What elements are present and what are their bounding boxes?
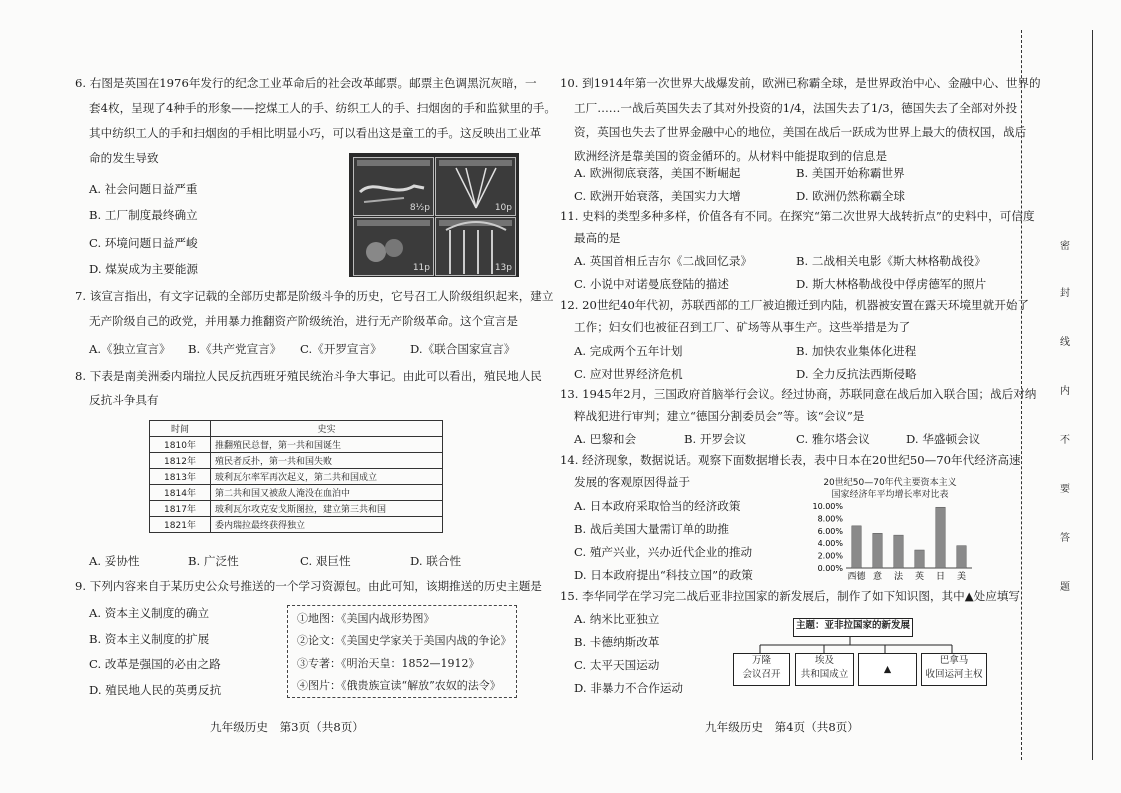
page-footer-left: 九年级历史 第3页（共8页） — [210, 720, 364, 734]
q13-option-a: A. 巴黎和会 — [574, 432, 637, 446]
q7-line1: 7. 该宣言指出，有文字记载的全部历史都是阶级斗争的历史，它号召工人阶级组织起来，建立 — [75, 289, 554, 303]
q6-option-d: D. 煤炭成为主要能源 — [89, 262, 199, 276]
q8-option-c: C. 艰巨性 — [300, 554, 351, 568]
q6-line4: 命的发生导致 — [89, 151, 159, 165]
q12-option-a: A. 完成两个五年计划 — [574, 344, 683, 358]
bar-3 — [915, 550, 924, 568]
margin-char: 不 — [1060, 435, 1070, 446]
table-cell-fact: 第二共和国又被敌人淹没在血泊中 — [211, 485, 443, 501]
q6-line1: 6. 右图是英国在1976年发行的纪念工业革命后的社会改革邮票。邮票主色调黑沉灰暗，一 — [75, 76, 537, 90]
q13-option-d: D. 华盛顿会议 — [906, 432, 981, 446]
q15-option-c: C. 太平天国运动 — [574, 658, 660, 672]
knowledge-map-box-bandung: 万隆 会议召开 — [733, 653, 790, 686]
q15-option-d: D. 非暴力不合作运动 — [574, 681, 684, 695]
q11-line1: 11. 史料的类型多种多样，价值各有不同。在探究“第二次世界大战转折点”的史料中，可信度 — [560, 209, 1035, 223]
chart-title-line1: 20世纪50—70年代主要资本主义 — [823, 478, 957, 488]
q14-option-c: C. 殖产兴业，兴办近代企业的推动 — [574, 545, 753, 559]
stamp-textile-hand: 10p — [435, 157, 516, 216]
venezuela-events-table — [149, 420, 443, 533]
q10-line3: 资，英国也失去了世界金融中心的地位，美国在战后一跃成为世界上最大的债权国，战后 — [574, 125, 1027, 139]
stamp-prison-hand: 13p — [435, 217, 516, 276]
q14-option-b: B. 战后美国大量需订单的助推 — [574, 522, 730, 536]
binding-margin — [1021, 30, 1062, 760]
margin-char: 题 — [1060, 582, 1070, 593]
q9-option-d: D. 殖民地人民的英勇反抗 — [89, 683, 222, 697]
q6-line3: 其中纺织工人的手和扫烟囱的手相比明显小巧，可以看出这是童工的手。这反映出工业革 — [89, 126, 542, 140]
table-cell-fact: 殖民者反扑，第一共和国失败 — [211, 453, 443, 469]
q13-option-c: C. 雅尔塔会议 — [796, 432, 870, 446]
margin-char: 答 — [1060, 533, 1070, 544]
y-tick-label: 8.00% — [817, 514, 843, 524]
y-tick-label: 2.00% — [817, 551, 843, 561]
margin-char: 线 — [1060, 337, 1070, 348]
table-header-fact: 史实 — [211, 421, 443, 437]
q8-line2: 反抗斗争具有 — [89, 393, 159, 407]
q10-line4: 欧洲经济是靠美国的资金循环的。从材料中能提取到的信息是 — [574, 149, 888, 163]
q11-option-d: D. 斯大林格勒战役中俘虏德军的照片 — [796, 277, 987, 291]
q15-line1: 15. 李华同学在学习完二战后亚非拉国家的新发展后，制作了如下知识图，其中▲处应填写 — [560, 589, 1021, 603]
chart-title-line2: 国家经济年平均增长率对比表 — [831, 490, 949, 500]
stamps-image — [349, 153, 519, 277]
resource-item: ④图片：《俄贵族宣读“解放”农奴的法令》 — [297, 679, 501, 692]
table-header-row — [150, 421, 443, 437]
table-cell-year: 1813年 — [150, 469, 211, 485]
table-cell-fact: 委内瑞拉最终获得独立 — [211, 517, 443, 533]
x-tick-label: 法 — [893, 572, 904, 582]
page-footer-right: 九年级历史 第4页（共8页） — [705, 720, 859, 734]
q12-line1: 12. 20世纪40年代初，苏联西部的工厂被迫搬迁到内陆，机器被安置在露天环境里就开始了 — [560, 298, 1030, 312]
margin-char: 要 — [1060, 484, 1070, 495]
q9-option-b: B. 资本主义制度的扩展 — [89, 632, 210, 646]
table-cell-year: 1817年 — [150, 501, 211, 517]
table-header-time: 时间 — [150, 421, 211, 437]
q13-line2: 粹战犯进行审判；建立“德国分割委员会”等。该“会议”是 — [574, 409, 865, 423]
knowledge-map-box-panama: 巴拿马 收回运河主权 — [921, 653, 987, 686]
bar-5 — [957, 546, 966, 568]
q6-line2: 套4枚，呈现了4种手的形象——挖煤工人的手、纺织工人的手、扫烟囱的手和监狱里的手。 — [89, 101, 556, 115]
q12-option-d: D. 全力反抗法西斯侵略 — [796, 367, 917, 381]
y-tick-label: 10.00% — [812, 502, 843, 511]
q11-option-a: A. 英国首相丘吉尔《二战回忆录》 — [574, 254, 753, 268]
q7-option-c: C.《开罗宣言》 — [300, 342, 382, 356]
q8-option-d: D. 联合性 — [410, 554, 462, 568]
x-tick-label: 英 — [914, 572, 925, 582]
q13-line1: 13. 1945年2月，三国政府首脑举行会议。经过协商，苏联同意在战后加入联合国；战后对纳 — [560, 387, 1037, 401]
bar-2 — [894, 535, 903, 568]
q8-option-a: A. 妥协性 — [89, 554, 140, 568]
q14-option-a: A. 日本政府采取恰当的经济政策 — [574, 499, 741, 513]
x-tick-label: 日 — [935, 572, 946, 582]
x-tick-label: 意 — [872, 572, 883, 582]
growth-rate-bar-chart — [806, 502, 976, 586]
q15-option-a: A. 纳米比亚独立 — [574, 612, 660, 626]
resource-item: ③专著：《明治天皇：1852—1912》 — [297, 657, 480, 670]
table-row — [150, 469, 443, 485]
resource-pack-box — [287, 605, 517, 698]
table-cell-year: 1821年 — [150, 517, 211, 533]
q6-option-a: A. 社会问题日益严重 — [89, 182, 198, 196]
resource-item: ①地图：《美国内战形势图》 — [297, 612, 435, 625]
bar-1 — [873, 533, 882, 568]
q8-line1: 8. 下表是南美洲委内瑞拉人民反抗西班牙殖民统治斗争大事记。由此可以看出，殖民地人民 — [75, 369, 542, 383]
table-cell-fact: 推翻殖民总督，第一共和国诞生 — [211, 437, 443, 453]
q14-line1: 14. 经济现象，数据说话。观察下面数据增长表，表中日本在20世纪50—70年代经济高速 — [560, 453, 1021, 467]
q9-option-c: C. 改革是强国的必由之路 — [89, 657, 221, 671]
table-cell-year: 1810年 — [150, 437, 211, 453]
page-3 — [0, 0, 556, 793]
margin-char: 内 — [1060, 386, 1070, 397]
q10-option-c: C. 欧洲开始衰落，美国实力大增 — [574, 189, 741, 203]
chart-title — [800, 477, 980, 501]
q11-option-c: C. 小说中对诺曼底登陆的描述 — [574, 277, 729, 291]
q15-option-b: B. 卡德纳斯改革 — [574, 635, 660, 649]
bar-0 — [852, 526, 861, 568]
table-row — [150, 501, 443, 517]
q12-option-b: B. 加快农业集体化进程 — [796, 344, 917, 358]
table-cell-fact: 玻利瓦尔率军再次起义，第二共和国成立 — [211, 469, 443, 485]
q7-option-b: B.《共产党宣言》 — [188, 342, 282, 356]
q10-line1: 10. 到1914年第一次世界大战爆发前，欧洲已称霸全球，是世界政治中心、金融中心、世界的 — [560, 76, 1041, 90]
binding-line — [1092, 30, 1093, 760]
table-row — [150, 453, 443, 469]
x-tick-label: 美 — [956, 572, 967, 582]
q9-line1: 9. 下列内容来自于某历史公众号推送的一个学习资源包。由此可知，该期推送的历史主题是 — [75, 579, 542, 593]
resource-item: ②论文：《美国史学家关于美国内战的争论》 — [297, 634, 512, 647]
q14-option-d: D. 日本政府提出“科技立国”的政策 — [574, 568, 753, 582]
q7-line2: 无产阶级自己的政党，并用暴力推翻资产阶级统治，进行无产阶级革命。这个宣言是 — [89, 314, 518, 328]
q12-line2: 工作；妇女们也被征召到工厂、矿场等从事生产。这些举措是为了 — [574, 320, 911, 334]
q10-option-d: D. 欧洲仍然称霸全球 — [796, 189, 906, 203]
q10-option-a: A. 欧洲彻底衰落，美国不断崛起 — [574, 166, 741, 180]
q13-option-b: B. 开罗会议 — [684, 432, 747, 446]
y-tick-label: 4.00% — [817, 539, 843, 549]
knowledge-map-box-egypt: 埃及 共和国成立 — [795, 653, 854, 686]
y-tick-label: 6.00% — [817, 526, 843, 536]
y-tick-label: 0.00% — [817, 564, 843, 573]
q14-line2: 发展的客观原因得益于 — [574, 475, 690, 489]
stamp-chimney-sweep-hand: 11p — [353, 217, 434, 276]
q11-line2: 最高的是 — [574, 231, 621, 245]
q7-option-a: A.《独立宣言》 — [89, 342, 171, 356]
margin-char: 密 — [1060, 241, 1070, 252]
q8-option-b: B. 广泛性 — [188, 554, 239, 568]
q10-line2: 工厂……一战后英国失去了其对外投资的1/4，法国失去了1/3，德国失去了全部对外投 — [574, 101, 1018, 115]
q9-option-a: A. 资本主义制度的确立 — [89, 606, 210, 620]
q11-option-b: B. 二战相关电影《斯大林格勒战役》 — [796, 254, 986, 268]
bar-4 — [936, 507, 945, 568]
x-tick-label: 西德 — [847, 572, 866, 582]
margin-char: 封 — [1060, 288, 1070, 299]
q12-option-c: C. 应对世界经济危机 — [574, 367, 683, 381]
knowledge-map-topic: 主题：亚非拉国家的新发展 — [793, 618, 913, 637]
table-cell-year: 1812年 — [150, 453, 211, 469]
knowledge-map-box-blank: ▲ — [858, 653, 917, 686]
stamp-coal-miner-hand: 8½p — [353, 157, 434, 216]
table-cell-fact: 玻利瓦尔攻克安戈斯图拉，建立第三共和国 — [211, 501, 443, 517]
table-row — [150, 485, 443, 501]
q7-option-d: D.《联合国家宣言》 — [410, 342, 516, 356]
table-row — [150, 517, 443, 533]
table-row — [150, 437, 443, 453]
table-cell-year: 1814年 — [150, 485, 211, 501]
q6-option-c: C. 环境问题日益严峻 — [89, 236, 198, 250]
q6-option-b: B. 工厂制度最终确立 — [89, 208, 198, 222]
q10-option-b: B. 美国开始称霸世界 — [796, 166, 905, 180]
